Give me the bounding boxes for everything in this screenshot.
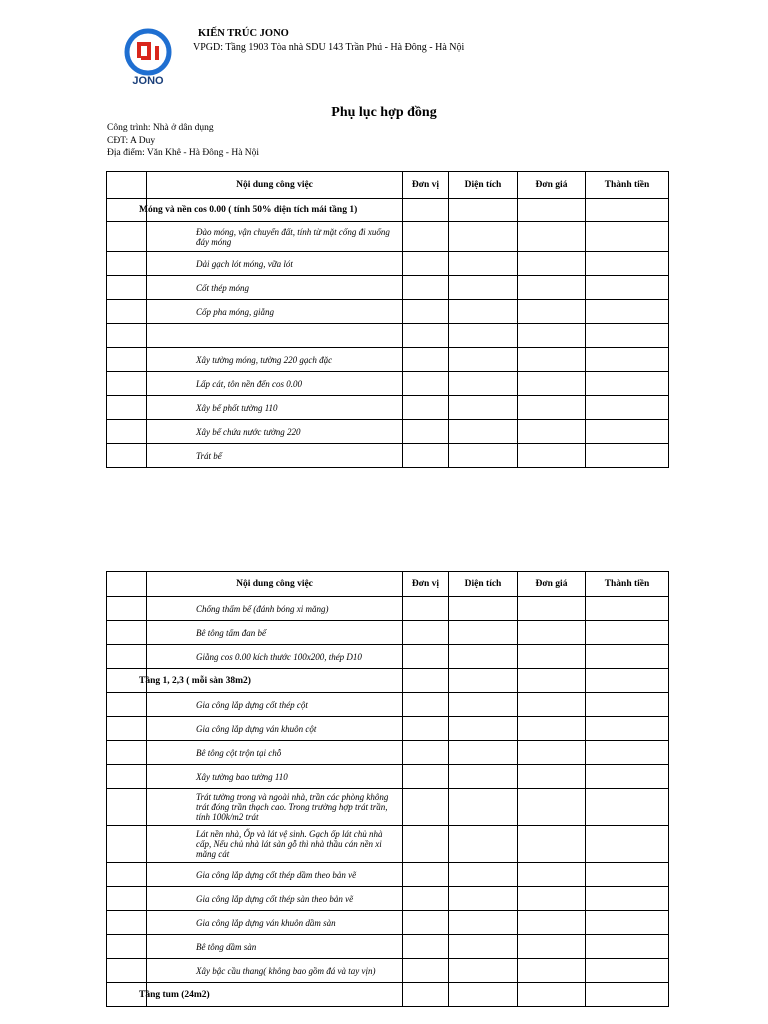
unit-cell: [403, 911, 449, 935]
index-cell: [107, 396, 147, 420]
price-cell: [518, 444, 586, 468]
total-cell: [586, 765, 669, 789]
table-row: [107, 887, 669, 911]
area-cell: [449, 276, 518, 300]
total-cell: [586, 887, 669, 911]
area-cell: [449, 252, 518, 276]
index-cell: [107, 420, 147, 444]
total-cell: [586, 693, 669, 717]
owner-line: CĐT: A Duy: [107, 136, 156, 146]
col-header-area: Diện tích: [449, 572, 518, 597]
total-cell: [586, 222, 669, 252]
area-cell: [449, 911, 518, 935]
total-cell: [586, 863, 669, 887]
area-cell: [449, 621, 518, 645]
unit-cell: [403, 300, 449, 324]
price-cell: [518, 324, 586, 348]
index-cell: [107, 911, 147, 935]
total-cell: [586, 300, 669, 324]
area-cell: [449, 959, 518, 983]
work-item-text: Gia công lắp dựng cốt thép cột: [147, 693, 403, 717]
area-cell: [449, 645, 518, 669]
section-row: [107, 669, 669, 693]
price-cell: [518, 222, 586, 252]
table-row: [107, 300, 669, 324]
price-cell: [518, 935, 586, 959]
unit-cell: [403, 597, 449, 621]
work-item-text: Bê tông tấm đan bể: [147, 621, 403, 645]
section-row: [107, 983, 669, 1007]
section-title: Tầng tum (24m2): [147, 983, 403, 1007]
index-cell: [107, 324, 147, 348]
table-header-row: [107, 572, 669, 597]
price-cell: [518, 765, 586, 789]
unit-cell: [403, 420, 449, 444]
work-item-text: Gia công lắp dựng ván khuôn cột: [147, 717, 403, 741]
col-header-index: [107, 572, 147, 597]
index-cell: [107, 693, 147, 717]
total-cell: [586, 826, 669, 863]
work-item-text: Xây tường bao tường 110: [147, 765, 403, 789]
work-item-text: Lát nền nhà, Ốp và lát vệ sinh. Gạch ốp lát chủ nhà cấp, Nếu chủ nhà lát sàn gỗ thì nhà thầu cán nền xi măng cát: [147, 826, 403, 863]
total-cell: [586, 717, 669, 741]
price-cell: [518, 717, 586, 741]
index-cell: [107, 887, 147, 911]
work-item-text: Chống thấm bể (đánh bóng xi măng): [147, 597, 403, 621]
price-cell: [518, 959, 586, 983]
area-cell: [449, 300, 518, 324]
work-item-text: Gia công lắp dựng cốt thép sàn theo bản vẽ: [147, 887, 403, 911]
price-cell: [518, 199, 586, 222]
unit-cell: [403, 741, 449, 765]
price-cell: [518, 645, 586, 669]
work-item-text: Xây bậc cầu thang( không bao gồm đá và tay vịn): [147, 959, 403, 983]
unit-cell: [403, 789, 449, 826]
index-cell: [107, 621, 147, 645]
total-cell: [586, 935, 669, 959]
price-cell: [518, 741, 586, 765]
total-cell: [586, 252, 669, 276]
index-cell: [107, 935, 147, 959]
col-header-price: Đơn giá: [518, 172, 586, 199]
table-row: [107, 396, 669, 420]
area-cell: [449, 717, 518, 741]
work-item-text: Xây tường móng, tường 220 gạch đặc: [147, 348, 403, 372]
index-cell: [107, 863, 147, 887]
total-cell: [586, 911, 669, 935]
unit-cell: [403, 372, 449, 396]
table-row: [107, 372, 669, 396]
price-cell: [518, 621, 586, 645]
work-item-text: Gia công lắp dựng ván khuôn dầm sàn: [147, 911, 403, 935]
unit-cell: [403, 959, 449, 983]
unit-cell: [403, 669, 449, 693]
total-cell: [586, 276, 669, 300]
unit-cell: [403, 348, 449, 372]
document-title: Phụ lục hợp đồng: [331, 105, 437, 120]
work-table-2: [106, 571, 669, 1007]
unit-cell: [403, 935, 449, 959]
total-cell: [586, 669, 669, 693]
price-cell: [518, 669, 586, 693]
table-row: [107, 911, 669, 935]
company-name: KIẾN TRÚC JONO: [198, 28, 289, 39]
total-cell: [586, 645, 669, 669]
price-cell: [518, 372, 586, 396]
unit-cell: [403, 645, 449, 669]
index-cell: [107, 717, 147, 741]
table-row: [107, 693, 669, 717]
total-cell: [586, 621, 669, 645]
total-cell: [586, 983, 669, 1007]
table-row: [107, 959, 669, 983]
col-header-content: Nội dung công việc: [147, 172, 403, 199]
unit-cell: [403, 887, 449, 911]
unit-cell: [403, 863, 449, 887]
work-item-text: Xây bể phốt tường 110: [147, 396, 403, 420]
index-cell: [107, 741, 147, 765]
table-row: [107, 789, 669, 826]
price-cell: [518, 420, 586, 444]
table-header-row: [107, 172, 669, 199]
index-cell: [107, 222, 147, 252]
table-row: [107, 348, 669, 372]
area-cell: [449, 983, 518, 1007]
unit-cell: [403, 444, 449, 468]
table-row: [107, 645, 669, 669]
total-cell: [586, 348, 669, 372]
total-cell: [586, 324, 669, 348]
col-header-price: Đơn giá: [518, 572, 586, 597]
col-header-total: Thành tiền: [586, 172, 669, 199]
section-title: Tầng 1, 2,3 ( mỗi sàn 38m2): [147, 669, 403, 693]
index-cell: [107, 252, 147, 276]
unit-cell: [403, 199, 449, 222]
table-row: [107, 765, 669, 789]
total-cell: [586, 959, 669, 983]
index-cell: [107, 765, 147, 789]
col-header-unit: Đơn vị: [403, 572, 449, 597]
table-row: [107, 717, 669, 741]
area-cell: [449, 420, 518, 444]
table-row: [107, 863, 669, 887]
price-cell: [518, 276, 586, 300]
table-row: [107, 597, 669, 621]
area-cell: [449, 741, 518, 765]
index-cell: [107, 444, 147, 468]
area-cell: [449, 765, 518, 789]
price-cell: [518, 693, 586, 717]
table-row: [107, 621, 669, 645]
price-cell: [518, 911, 586, 935]
section-title: Móng và nền cos 0.00 ( tính 50% diện tích mái tầng 1): [147, 199, 403, 222]
table-row: [107, 444, 669, 468]
unit-cell: [403, 324, 449, 348]
total-cell: [586, 741, 669, 765]
index-cell: [107, 348, 147, 372]
unit-cell: [403, 983, 449, 1007]
price-cell: [518, 348, 586, 372]
unit-cell: [403, 252, 449, 276]
jono-logo: [122, 28, 174, 86]
area-cell: [449, 222, 518, 252]
unit-cell: [403, 222, 449, 252]
table-row: [107, 276, 669, 300]
work-item-text: Cốp pha móng, giằng: [147, 300, 403, 324]
area-cell: [449, 372, 518, 396]
office-address: VPGD: Tầng 1903 Tòa nhà SDU 143 Trần Phú - Hà Đông - Hà Nội: [193, 42, 465, 53]
area-cell: [449, 348, 518, 372]
col-header-total: Thành tiền: [586, 572, 669, 597]
area-cell: [449, 887, 518, 911]
price-cell: [518, 826, 586, 863]
work-item-text: Cốt thép móng: [147, 276, 403, 300]
price-cell: [518, 597, 586, 621]
unit-cell: [403, 717, 449, 741]
work-item-text: [147, 324, 403, 348]
price-cell: [518, 252, 586, 276]
total-cell: [586, 420, 669, 444]
unit-cell: [403, 396, 449, 420]
work-item-text: Xây bể chứa nước tường 220: [147, 420, 403, 444]
work-item-text: Dải gạch lót móng, vữa lót: [147, 252, 403, 276]
index-cell: [107, 645, 147, 669]
total-cell: [586, 789, 669, 826]
total-cell: [586, 396, 669, 420]
index-cell: [107, 300, 147, 324]
section-row: [107, 199, 669, 222]
work-item-text: Đào móng, vận chuyển đất, tính từ mặt cống đi xuống đáy móng: [147, 222, 403, 252]
unit-cell: [403, 765, 449, 789]
area-cell: [449, 935, 518, 959]
total-cell: [586, 372, 669, 396]
area-cell: [449, 693, 518, 717]
index-cell: [107, 372, 147, 396]
work-item-text: Gia công lắp dựng cốt thép dầm theo bản vẽ: [147, 863, 403, 887]
price-cell: [518, 863, 586, 887]
total-cell: [586, 444, 669, 468]
price-cell: [518, 396, 586, 420]
area-cell: [449, 444, 518, 468]
price-cell: [518, 789, 586, 826]
unit-cell: [403, 693, 449, 717]
total-cell: [586, 199, 669, 222]
work-table-1: [106, 171, 669, 468]
unit-cell: [403, 276, 449, 300]
price-cell: [518, 983, 586, 1007]
price-cell: [518, 887, 586, 911]
index-cell: [107, 959, 147, 983]
location-line: Địa điểm: Văn Khê - Hà Đông - Hà Nội: [107, 148, 260, 158]
work-item-text: Lấp cát, tôn nền đến cos 0.00: [147, 372, 403, 396]
col-header-area: Diện tích: [449, 172, 518, 199]
area-cell: [449, 863, 518, 887]
index-cell: [107, 826, 147, 863]
work-item-text: Trát tường trong và ngoài nhà, trần các phòng không trát đóng trần thạch cao. Trong trường hợp trát trần, tính 100k/m2 trát: [147, 789, 403, 826]
area-cell: [449, 199, 518, 222]
area-cell: [449, 597, 518, 621]
table-row: [107, 420, 669, 444]
work-item-text: Trát bể: [147, 444, 403, 468]
unit-cell: [403, 826, 449, 863]
table-row: [107, 222, 669, 252]
table-row: [107, 252, 669, 276]
work-item-text: Giằng cos 0.00 kích thước 100x200, thép D10: [147, 645, 403, 669]
table-row: [107, 324, 669, 348]
unit-cell: [403, 621, 449, 645]
project-line: Công trình: Nhà ở dân dụng: [107, 123, 214, 133]
col-header-content: Nội dung công việc: [147, 572, 403, 597]
work-item-text: Bê tông cột trộn tại chỗ: [147, 741, 403, 765]
logo-wordmark: JONO: [132, 75, 164, 87]
area-cell: [449, 324, 518, 348]
area-cell: [449, 789, 518, 826]
work-item-text: Bê tông dầm sàn: [147, 935, 403, 959]
index-cell: [107, 276, 147, 300]
index-cell: [107, 597, 147, 621]
table-row: [107, 935, 669, 959]
total-cell: [586, 597, 669, 621]
index-cell: [107, 789, 147, 826]
area-cell: [449, 396, 518, 420]
price-cell: [518, 300, 586, 324]
area-cell: [449, 669, 518, 693]
col-header-index: [107, 172, 147, 199]
area-cell: [449, 826, 518, 863]
col-header-unit: Đơn vị: [403, 172, 449, 199]
table-row: [107, 826, 669, 863]
table-row: [107, 741, 669, 765]
